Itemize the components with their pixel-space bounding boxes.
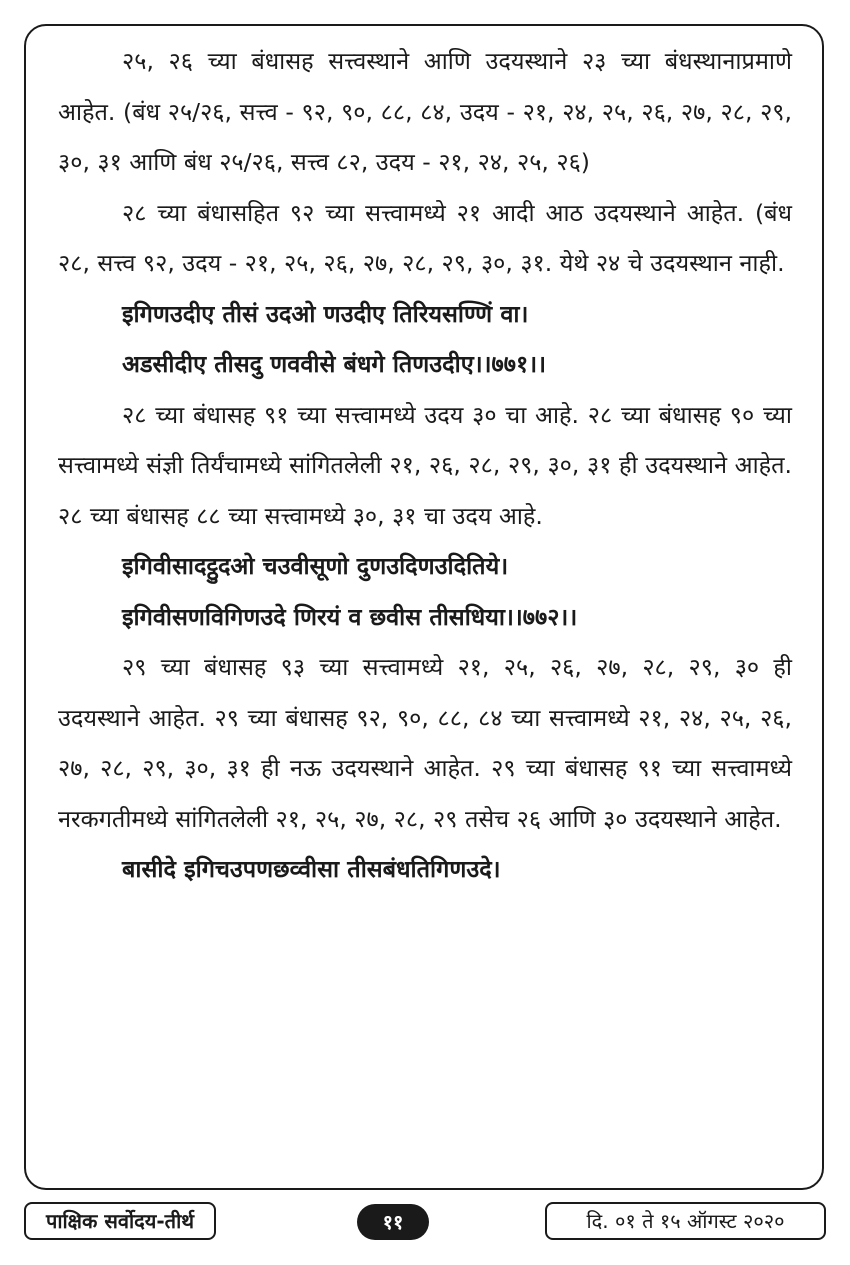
verse-line: इगिणउदीए तीसं उदओ णउदीए तिरियसण्णिं वा। bbox=[122, 299, 529, 328]
verse-line: बासीदे इगिचउपणछव्वीसा तीसबंधतिगिणउदे। bbox=[122, 855, 501, 883]
issue-date: दि. ०१ ते १५ ऑगस्ट २०२० bbox=[545, 1202, 826, 1240]
verse-line: इगिवीसणविगिणउदे णिरयं व छवीस तीसधिया।।७७२।। bbox=[122, 602, 578, 631]
verse-line: इगिवीसादट्ठुदओ चउवीसूणो दुणउदिणउदितिये। bbox=[122, 552, 509, 580]
paragraph: २८ च्या बंधासह ९१ च्या सत्त्वामध्ये उदय ३० चा आहे. २८ च्या बंधासह ९० च्या सत्त्वामध्ये संज्ञी तिर्यंचामध्ये सांगितलेली २१, २६, २८, २९, ३०, ३१ ही उदयस्थाने आहेत. २८ च्या बंधासह ८८ च्या सत्त्वामध्ये ३०, ३१ चा उदय आहे. bbox=[58, 400, 792, 530]
paragraph: २८ च्या बंधासहित ९२ च्या सत्त्वामध्ये २१ आदी आठ उदयस्थाने आहेत. (बंध २८, सत्त्व ९२, उदय - २१, २५, २६, २७, २८, २९, ३०, ३१. येथे २४ चे उदयस्थान नाही. bbox=[58, 198, 792, 277]
verse-line: अडसीदीए तीसदु णववीसे बंधगे तिणउदीए।।७७१।। bbox=[122, 350, 547, 378]
page-footer bbox=[0, 1202, 850, 1242]
paragraph: २५, २६ च्या बंधासह सत्त्वस्थाने आणि उदयस्थाने २३ च्या बंधस्थानाप्रमाणे आहेत. (बंध २५/२६, सत्त्व - ९२, ९०, ८८, ८४, उदय - २१, २४, २५, २६, २७, २८, २९, ३०, ३१ आणि बंध २५/२६, सत्त्व ८२, उदय - २१, २४, २५, २६) bbox=[58, 47, 792, 176]
publication-name: पाक्षिक सर्वोदय-तीर्थ bbox=[24, 1202, 216, 1240]
page-content bbox=[58, 36, 792, 895]
paragraph: २९ च्या बंधासह ९३ च्या सत्त्वामध्ये २१, २५, २६, २७, २८, २९, ३० ही उदयस्थाने आहेत. २९ च्या बंधासह ९२, ९०, ८८, ८४ च्या सत्त्वामध्ये २१, २४, २५, २६, २७, २८, २९, ३०, ३१ ही नऊ उदयस्थाने आहेत. २९ च्या बंधासह ९१ च्या सत्त्वामध्ये नरकगतीमध्ये सांगितलेली २१, २५, २७, २८, २९ तसेच २६ आणि ३० उदयस्थाने आहेत. bbox=[58, 653, 792, 833]
page-number: ११ bbox=[357, 1204, 429, 1240]
